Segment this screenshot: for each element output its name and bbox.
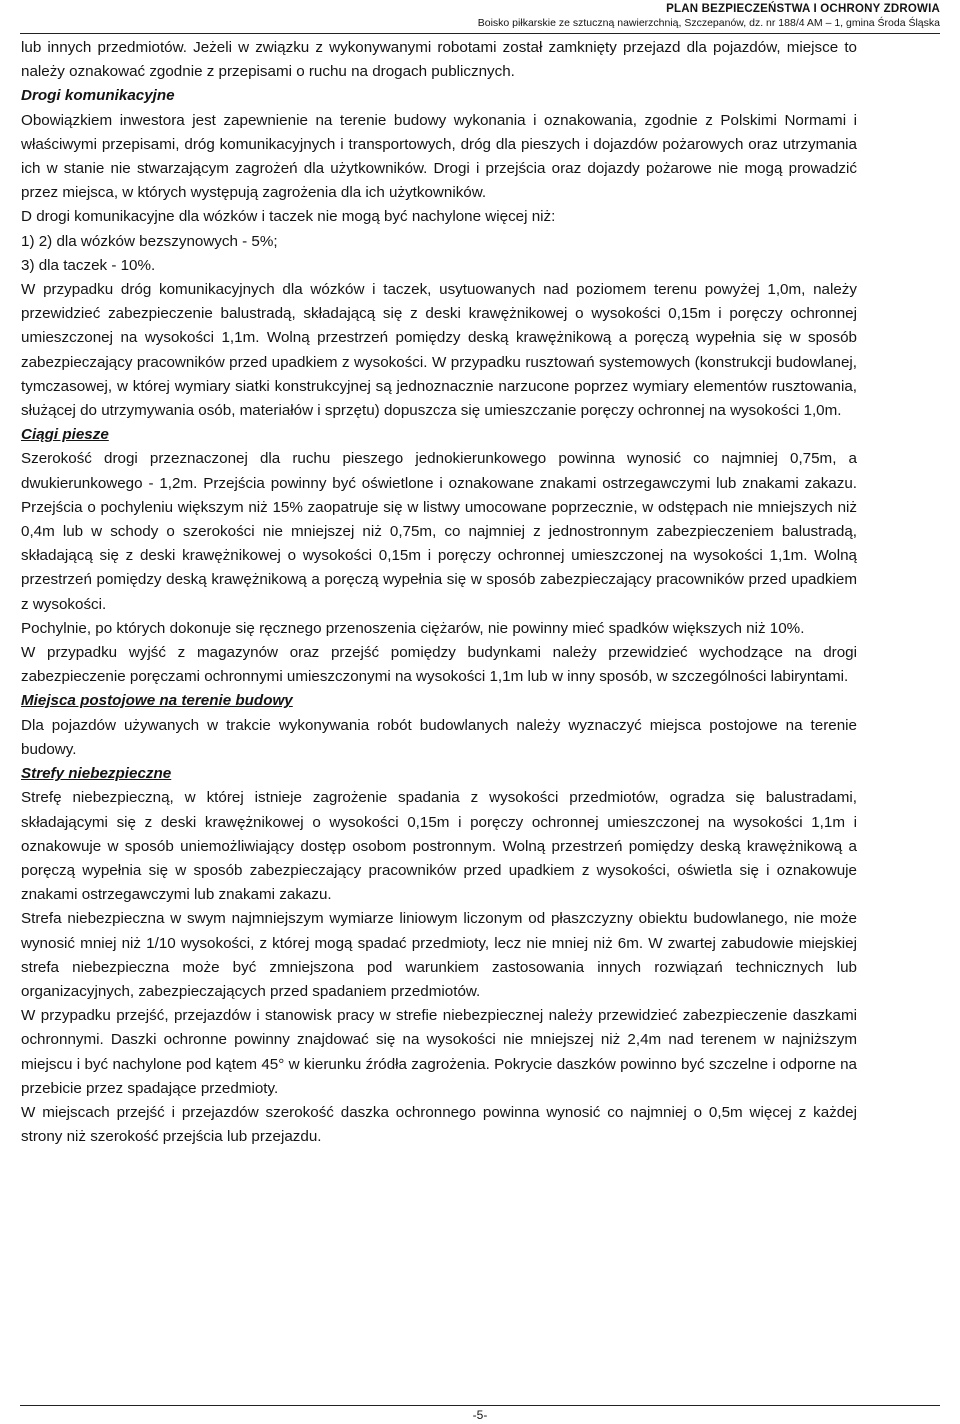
section-heading-miejsca-postojowe: Miejsca postojowe na terenie budowy bbox=[21, 692, 293, 710]
document-subtitle: Boisko piłkarskie ze sztuczną nawierzchnią, Szczepanów, dz. nr 188/4 AM – 1, gmina Środa Śląska bbox=[477, 17, 940, 29]
document-title: PLAN BEZPIECZEŃSTWA I OCHRONY ZDROWIA bbox=[666, 3, 940, 15]
footer-divider bbox=[20, 1405, 940, 1406]
header-divider bbox=[20, 33, 940, 34]
paragraph: D drogi komunikacyjne dla wózków i taczek nie mogą być nachylone więcej niż: bbox=[21, 208, 556, 226]
section-heading-ciagi-piesze: Ciągi piesze bbox=[21, 426, 109, 444]
paragraph: Obowiązkiem inwestora jest zapewnienie na terenie budowy wykonania i oznakowania, zgodnie z Polskimi Normami i właściwymi przepisami, dróg komunikacyjnych i transportowych, dróg dla pieszych i dojazdów pożarowych oraz utrzymania ich w stanie nie stwarzającym zagrożeń dla użytkowników. Drogi i przejścia oraz dojazdy pożarowe nie mogą prowadzić przez miejsca, w których występują zagrożenia dla ich użytkowników. bbox=[21, 111, 857, 202]
paragraph: W przypadku przejść, przejazdów i stanowisk pracy w strefie niebezpiecznej należy przewidzieć zabezpieczenie daszkami ochronnymi. Daszki ochronne powinny znajdować się na wysokości nie mniejszej niż 2,4m nad terenem w najniższym miejscu i być nachylone pod kątem 45° w kierunku źródła zagrożenia. Pokrycie daszków powinno być szczelne i odporne na przebicie przez spadające przedmioty. bbox=[21, 1007, 857, 1097]
paragraph: Szerokość drogi przeznaczonej dla ruchu pieszego jednokierunkowego powinna wynosić co najmniej 0,75m, a dwukierunkowego - 1,2m. Przejścia powinny być oświetlone i oznakowane znakami ostrzegawczymi lub znakami zakazu. Przejścia o pochyleniu większym niż 15% zaopatruje się w listwy umocowane poprzecznie, w odstępach nie mniejszych niż 0,4m lub w schody o szerokości nie mniejszej niż 0,75m, co najmniej z jednostronnym zabezpieczeniem balustradą, składającą się z deski krawężnikowej o wysokości 0,15m i poręczy ochronnej umieszczonej na wysokości 1,1m. Wolną przestrzeń pomiędzy deską krawężnikową a poręczą wypełnia się w sposób zabezpieczający pracowników przed upadkiem z wysokości. bbox=[21, 450, 857, 613]
section-heading-strefy-niebezpieczne: Strefy niebezpieczne bbox=[21, 765, 172, 783]
paragraph: Dla pojazdów używanych w trakcie wykonywania robót budowlanych należy wyznaczyć miejsca postojowe na terenie budowy. bbox=[21, 716, 857, 758]
paragraph: W przypadku wyjść z magazynów oraz przejść pomiędzy budynkami należy przewidzieć wychodzące na drogi zabezpieczenie poręczami ochronnymi umieszczonymi na wysokości 1,1m lub w inny sposób, w szczególności labiryntami. bbox=[21, 644, 857, 686]
paragraph: W miejscach przejść i przejazdów szerokość daszka ochronnego powinna wynosić co najmniej o 0,5m więcej z każdej strony niż szerokość przejścia lub przejazdu. bbox=[21, 1103, 857, 1146]
page-number: -5- bbox=[472, 1408, 488, 1422]
paragraph: lub innych przedmiotów. Jeżeli w związku z wykonywanymi robotami został zamknięty przejazd dla pojazdów, miejsce to należy oznakować zgodnie z przepisami o ruchu na drogach publicznych. bbox=[21, 39, 857, 81]
document-body bbox=[21, 36, 857, 1149]
paragraph: Strefa niebezpieczna w swym najmniejszym wymiarze liniowym liczonym od płaszczyzny obiektu budowlanego, nie może wynosić mniej niż 1/10 wysokości, z której mogą spadać przedmioty, lecz nie mniej niż 6m. W zwartej zabudowie miejskiej strefa niebezpieczna może być zmniejszona pod warunkiem zastosowania innych rozwiązań technicznych lub organizacyjnych, zabezpieczających przed spadaniem przedmiotów. bbox=[21, 910, 857, 1000]
section-heading-drogi-komunikacyjne: Drogi komunikacyjne bbox=[21, 87, 175, 105]
list-item: 3) dla taczek - 10%. bbox=[21, 256, 156, 274]
page-header bbox=[0, 0, 960, 36]
paragraph: W przypadku dróg komunikacyjnych dla wózków i taczek, usytuowanych nad poziomem terenu powyżej 1,0m, należy przewidzieć zabezpieczenie balustradą, składającą się z deski krawężnikowej o wysokości 0,15m i poręczy ochronnej umieszczonej na wysokości 1,1m. Wolną przestrzeń pomiędzy deską krawężnikową a poręczą wypełnia się w sposób zabezpieczający pracowników przed upadkiem z wysokości. W przypadku rusztowań systemowych (konstrukcji budowlanej, tymczasowej, w której wymiary siatki konstrukcyjnej są jednoznacznie narzucone poprzez wymiary elementów rusztowania, służącej do utrzymywania osób, materiałów i sprzętu) dopuszcza się umieszczanie poręczy ochronnej na wysokości 1,0m. bbox=[21, 281, 857, 420]
paragraph: Pochylnie, po których dokonuje się ręcznego przenoszenia ciężarów, nie powinny mieć spadków większych niż 10%. bbox=[21, 619, 805, 637]
list-item: 1) 2) dla wózków bezszynowych - 5%; bbox=[21, 232, 278, 250]
paragraph: Strefę niebezpieczną, w której istnieje zagrożenie spadania z wysokości przedmiotów, ogradza się balustradami, składającymi się z deski krawężnikowej o wysokości 0,15m i poręczy ochronnej umieszczonej na wysokości 1,1m i oznakowuje w sposób uniemożliwiający dostęp osobom postronnym. Wolną przestrzeń pomiędzy deską krawężnikową a poręczą wypełnia się w sposób zabezpieczający pracowników przed upadkiem z wysokości, oświetla się i oznakowuje znakami ostrzegawczymi lub znakami zakazu. bbox=[21, 789, 857, 904]
